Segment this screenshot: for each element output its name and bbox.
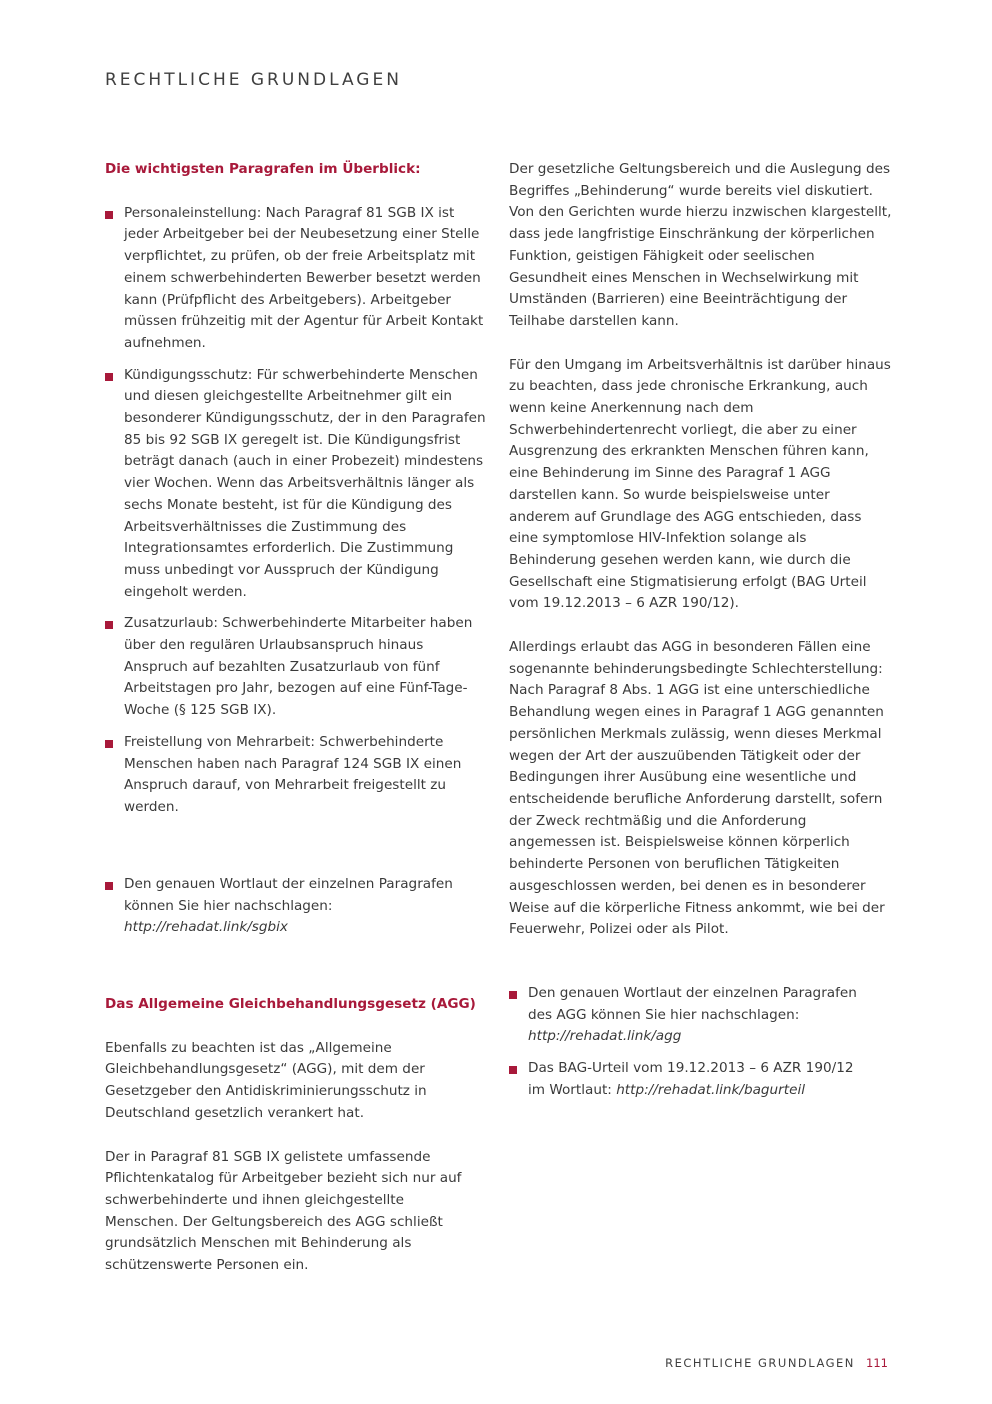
agg-wortlaut-text: Den genauen Wortlaut der einzelnen Paragrafen des AGG können Sie hier nachschlagen: (528, 985, 857, 1023)
right-links-block (509, 983, 869, 1102)
bullet-bag-urteil (509, 1058, 869, 1101)
page-header-title: RECHTLICHE GRUNDLAGEN (105, 70, 402, 90)
agg-heading: Das Allgemeine Gleichbehandlungsgesetz (AGG) (105, 996, 476, 1012)
bag-text: Das BAG-Urteil vom 19.12.2013 – 6 AZR 190/12 im Wortlaut: (528, 1060, 854, 1098)
bullet-mehrarbeit: Freistellung von Mehrarbeit: Schwerbehinderte Menschen haben nach Paragraf 124 SGB IX einen Anspruch darauf, von Mehrarbeit freigestellt zu werden. (105, 732, 489, 819)
bullet-kuendigungsschutz: Kündigungsschutz: Für schwerbehinderte Menschen und diesen gleichgestellte Arbeitnehmer gilt ein besonderer Kündigungsschutz, der in den Paragrafen 85 bis 92 SGB IX geregelt ist. Die Kündigungsfrist beträgt danach (auch in einer Probezeit) mindestens vier Wochen. Wenn das Arbeitsverhältnis länger als sechs Monate besteht, ist für die Kündigung des Arbeitsverhältnisses die Zustimmung des Integrationsamtes erforderlich. Die Zustimmung muss unbedingt vor Ausspruch der Kündigung eingeholt werden. (105, 365, 489, 604)
agg-paragraph-2: Der in Paragraf 81 SGB IX gelistete umfassende Pflichtenkatalog für Arbeitgeber bezieht sich nur auf schwerbehinderte und ihnen gleichgestellte Menschen. Der Geltungsbereich des AGG schließt grundsätzlich Menschen mit Behinderung als schützenswerte Personen ein. (105, 1148, 462, 1274)
agg-section (105, 994, 479, 1277)
left-wortlaut-block (105, 874, 489, 939)
right-paragraph-1: Der gesetzliche Geltungsbereich und die Auslegung des Begriffes „Behinderung“ wurde bereits viel diskutiert. Von den Gerichten wurde hierzu inzwischen klargestellt, dass jede langfristige Einschränkung der körperlichen Funktion, geistigen Fähigkeit oder seelischen Gesundheit eines Menschen in Wechselwirkung mit Umständen (Barrieren) eine Beeinträchtigung der Teilhabe darstellen kann. (509, 161, 892, 329)
wortlaut-text: Den genauen Wortlaut der einzelnen Paragrafen können Sie hier nachschlagen: (124, 876, 453, 914)
agg-link[interactable]: http://rehadat.link/agg (528, 1028, 682, 1045)
bag-link[interactable]: http://rehadat.link/bagurteil (616, 1081, 805, 1098)
footer-section-title: RECHTLICHE GRUNDLAGEN (665, 1356, 855, 1370)
right-column (509, 159, 893, 941)
bullet-zusatzurlaub: Zusatzurlaub: Schwerbehinderte Mitarbeiter haben über den regulären Urlaubsanspruch hinaus Anspruch auf bezahlten Zusatzurlaub von fünf Arbeitstagen pro Jahr, bezogen auf eine Fünf-Tage-Woche (§ 125 SGB IX). (105, 613, 489, 722)
sgbix-link[interactable]: http://rehadat.link/sgbix (124, 919, 288, 936)
right-paragraph-2: Für den Umgang im Arbeitsverhältnis ist darüber hinaus zu beachten, dass jede chronische Erkrankung, auch wenn keine Anerkennung nach dem Schwerbehindertenrecht vorliegt, die aber zu einer Ausgrenzung des erkrankten Menschen führen kann, eine Behinderung im Sinne des Paragraf 1 AGG darstellen kann. So wurde beispielsweise unter anderem auf Grundlage des AGG entschieden, dass eine symptomlose HIV-Infektion solange als Behinderung gesehen werden kann, wie durch die Gesellschaft eine Stigmatisierung erfolgt (BAG Urteil vom 19.12.2013 – 6 AZR 190/12). (509, 356, 891, 612)
overview-heading: Die wichtigsten Paragrafen im Überblick: (105, 161, 421, 177)
left-column (105, 159, 489, 819)
agg-paragraph-1: Ebenfalls zu beachten ist das „Allgemeine Gleichbehandlungsgesetz“ (AGG), mit dem der Gesetzgeber den Antidiskriminierungsschutz in Deutschland gesetzlich verankert hat. (105, 1039, 427, 1121)
page-footer (665, 1356, 888, 1370)
bullet-wortlaut-agg (509, 983, 869, 1048)
bullet-wortlaut-sgbix (105, 874, 489, 939)
page-number: 111 (866, 1356, 888, 1370)
bullet-personaleinstellung: Personaleinstellung: Nach Paragraf 81 SGB IX ist jeder Arbeitgeber bei der Neubesetzung einer Stelle verpflichtet, zu prüfen, ob der freie Arbeitsplatz mit einem schwerbehinderten Bewerber besetzt werden kann (Prüfpflicht des Arbeitgebers). Arbeitgeber müssen frühzeitig mit der Agentur für Arbeit Kontakt aufnehmen. (105, 203, 489, 355)
right-paragraph-3: Allerdings erlaubt das AGG in besonderen Fällen eine sogenannte behinderungsbedingte Schlechterstellung: Nach Paragraf 8 Abs. 1 AGG ist eine unterschiedliche Behandlung wegen eines in Paragraf 1 AGG genannten persönlichen Merkmals zulässig, wenn dieses Merkmal wegen der Art der auszuübenden Tätigkeit oder der Bedingungen ihrer Ausübung eine wesentliche und entscheidende berufliche Anforderung darstellt, sofern der Zweck rechtmäßig und die Anforderung angemessen ist. Beispielsweise können körperlich behinderte Personen von beruflichen Tätigkeiten ausgeschlossen werden, bei denen es in besonderer Weise auf die körperliche Fitness ankommt, wie bei der Feuerwehr, Polizei oder als Pilot. (509, 639, 885, 938)
